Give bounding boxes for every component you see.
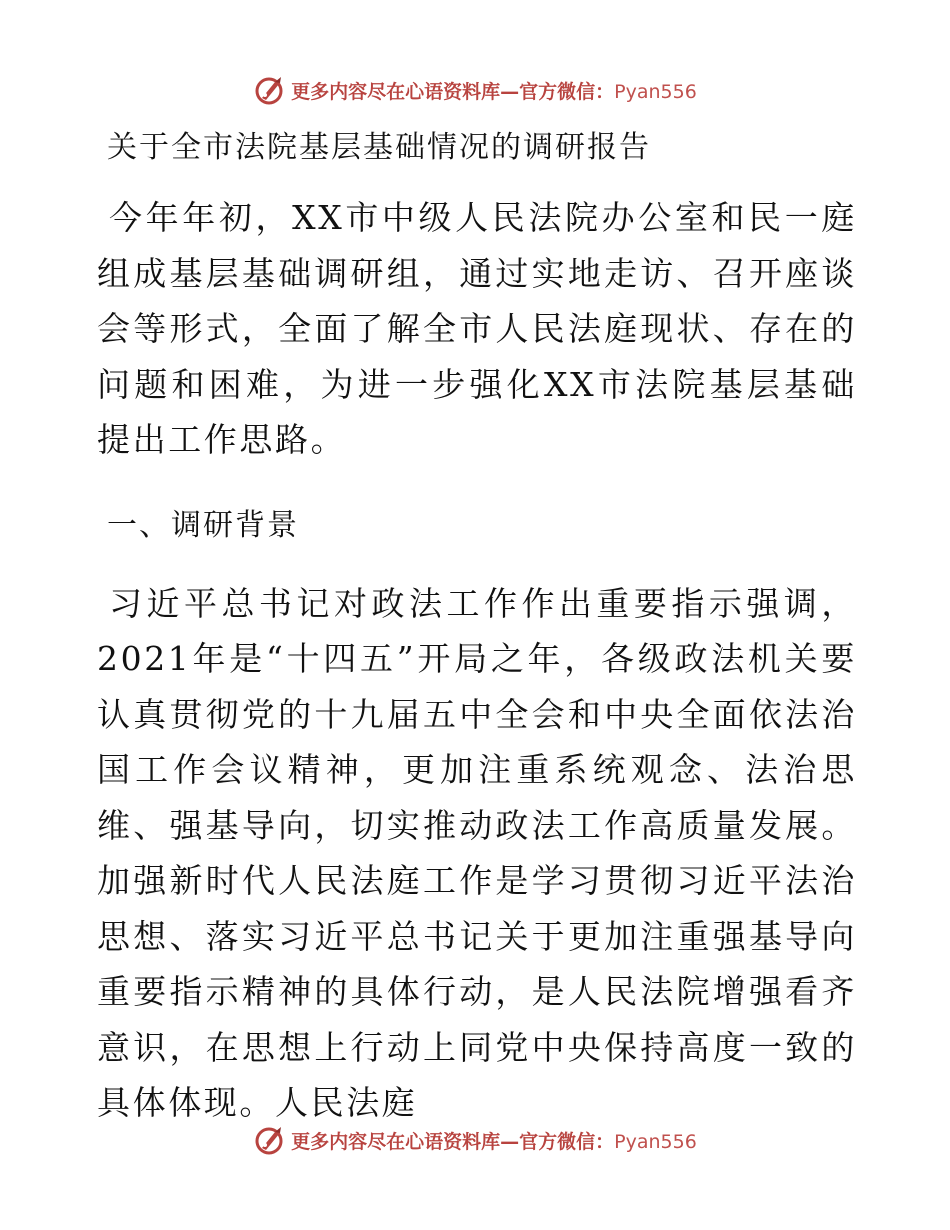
document-title: 关于全市法院基层基础情况的调研报告	[107, 130, 651, 165]
header-watermark-banner	[0, 70, 950, 110]
banner-text: 更多内容尽在心语资料库—官方微信：Pyan556	[291, 1130, 697, 1153]
quill-pen-logo-icon	[253, 1124, 285, 1156]
quill-pen-logo-icon	[253, 74, 285, 106]
document-body	[97, 120, 857, 1131]
wechat-id: Pyan556	[614, 1130, 697, 1153]
section-paragraph: 习近平总书记对政法工作作出重要指示强调，2021年是“十四五”开局之年，各级政法机关要认真贯彻党的十九届五中全会和中央全面依法治国工作会议精神，更加注重系统观念、法治思维、强基导向，切实推动政法工作高质量发展。加强新时代人民法庭工作是学习贯彻习近平法治思想、落实习近平总书记关于更加注重强基导向重要指示精神的具体行动，是人民法院增强看齐意识，在思想上行动上同党中央保持高度一致的具体体现。人民法庭	[97, 583, 857, 1122]
intro-paragraph: 今年年初，XX市中级人民法院办公室和民一庭组成基层基础调研组，通过实地走访、召开座谈会等形式，全面了解全市人民法庭现状、存在的问题和困难，为进一步强化XX市法院基层基础提出工作思路。	[97, 198, 857, 459]
footer-watermark-banner	[0, 1120, 950, 1160]
banner-text: 更多内容尽在心语资料库—官方微信：Pyan556	[291, 80, 697, 103]
wechat-id: Pyan556	[614, 80, 697, 103]
section-heading: 一、调研背景	[107, 507, 299, 543]
